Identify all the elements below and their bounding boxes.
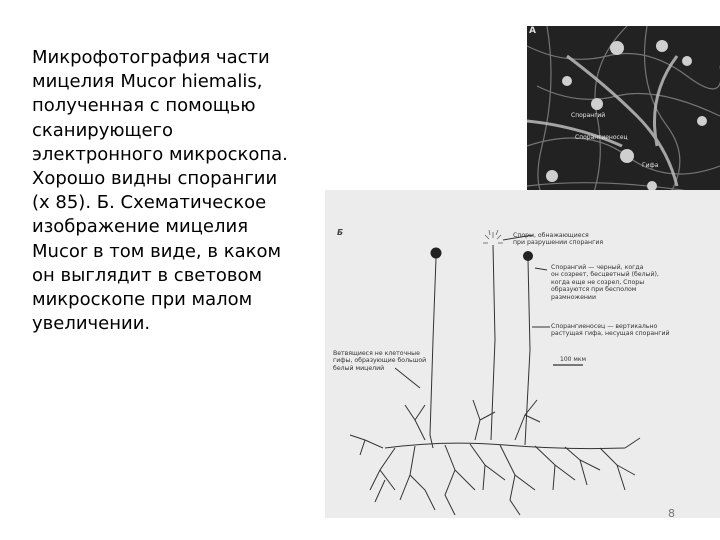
- hypha-label: Гифа: [642, 162, 659, 169]
- figure-letter-a: А: [529, 26, 536, 36]
- caption-line: микроскопе при малом: [32, 289, 253, 311]
- sporangium-description-line: он созреет, бесцветный (белый),: [551, 271, 659, 279]
- figure-letter-b: Б: [337, 228, 344, 237]
- mycelium-description: [333, 350, 426, 372]
- sporangium-description-line: размножении: [551, 293, 596, 301]
- sporangium-description: [551, 264, 659, 301]
- page-number: 8: [668, 507, 675, 520]
- spores-label: [513, 232, 603, 247]
- sporangiophore-description-line: Спорангиеносец — вертикально: [551, 323, 658, 330]
- sporangiophore-description: [551, 323, 670, 338]
- caption-text: [32, 46, 294, 336]
- sporangiophore-description-line: растущая гифа, несущая спорангий: [551, 330, 670, 338]
- mycelium-schematic: [325, 190, 720, 518]
- spores-label-line: Споры, обнажающиеся: [513, 232, 589, 239]
- scale-bar-label: 100 мкм: [560, 356, 587, 363]
- caption-line: Хорошо видны спорангии: [32, 168, 278, 190]
- caption-line: он выглядит в световом: [32, 264, 263, 286]
- sporangium-description-line: образуются при бесполом: [551, 286, 637, 294]
- mycelium-description-line: гифы, образующие большой: [333, 357, 427, 365]
- caption-line: сканирующего: [32, 119, 173, 141]
- spores-label-line: при разрушении спорангия: [513, 239, 604, 247]
- caption-line: мицелия Mucor hiemalis,: [32, 71, 263, 93]
- sporangium-label: Спорангий: [571, 112, 606, 119]
- caption-line: Mucor в том виде, в каком: [32, 240, 282, 262]
- caption-line: Микрофотография части: [32, 47, 270, 68]
- caption-line: электронного микроскопа.: [32, 143, 288, 165]
- caption-line: изображение мицелия: [32, 216, 249, 238]
- sporangium-description-line: когда еще не созрел, Споры: [551, 278, 645, 286]
- mycelium-description-line: белый мицелий: [333, 364, 385, 372]
- sem-micrograph: [527, 26, 720, 211]
- caption-line: (х 85). Б. Схематическое: [32, 192, 267, 214]
- mycelium-description-line: Ветвящиеся не клеточные: [333, 350, 420, 357]
- sporangium-description-line: Спорангий — черный, когда: [551, 264, 644, 271]
- micrograph-image: [527, 26, 720, 211]
- caption-line: увеличении.: [32, 313, 151, 335]
- sporangiophore-label: Спорангиеносец: [575, 134, 628, 141]
- caption-line: полученная с помощью: [32, 95, 256, 117]
